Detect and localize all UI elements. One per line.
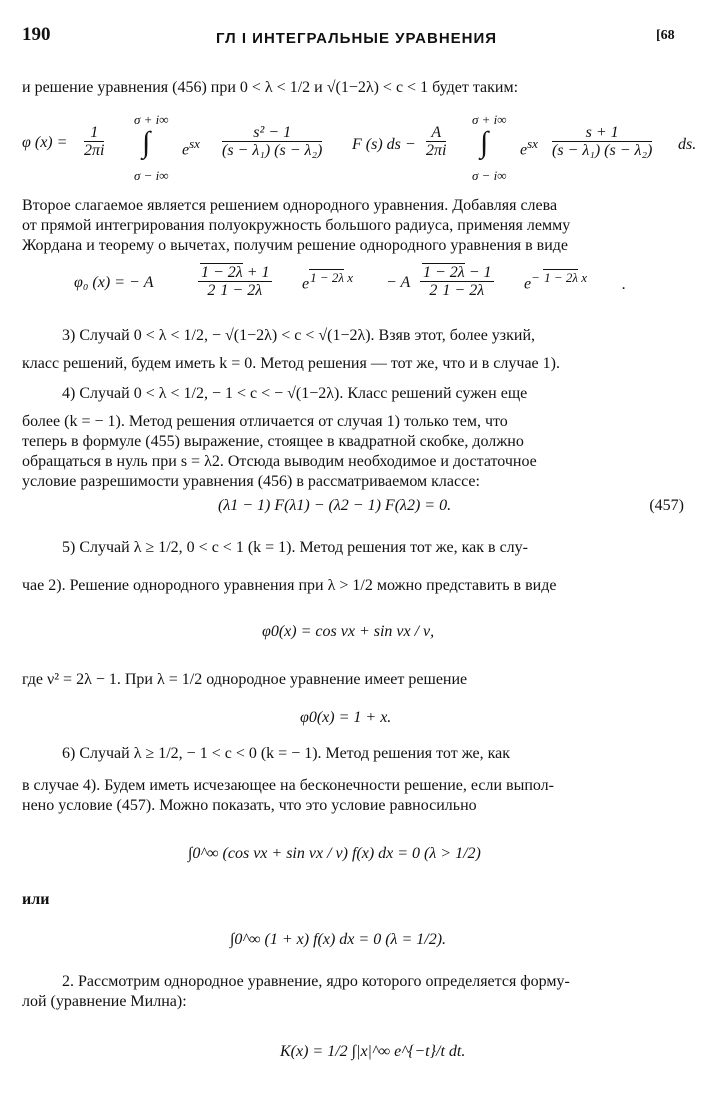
equation-phi0-first: φ₀ (x) = − A $\frac{1 - 2\lambda + 1}{2 1 - 2\lambda}$ $e^{1 - 2\lambda x}$ − A $\frac{1 - 2\lambda - 1}{2 1 - 2\lambda}$ $e^{- 1 - 2\lambda x}$ .	[74, 264, 626, 299]
equation-number: (457)	[649, 497, 684, 514]
paragraph-line: более (k = − 1). Метод решения отличается от случая 1) только тем, что	[22, 413, 508, 430]
paragraph-line: где ν² = 2λ − 1. При λ = 1/2 однородное уравнение имеет решение	[22, 671, 468, 688]
paragraph-line: Второе слагаемое является решением однородного уравнения. Добавляя слева	[22, 197, 558, 214]
paragraph-line: обращаться в нуль при s = λ2. Отсюда выводим необходимое и достаточное	[22, 453, 537, 470]
paragraph-line: лой (уравнение Милна):	[22, 993, 187, 1010]
paragraph-line: 5) Случай λ ≥ 1/2, 0 < c < 1 (k = 1). Метод решения тот же, как в слу-	[62, 539, 528, 556]
paragraph-line: 2. Рассмотрим однородное уравнение, ядро которого определяется форму-	[62, 973, 570, 990]
running-title: ГЛ I ИНТЕГРАЛЬНЫЕ УРАВНЕНИЯ	[216, 30, 498, 47]
paragraph-line: 4) Случай 0 < λ < 1/2, − 1 < c < − √(1−2λ). Класс решений сужен еще	[62, 385, 528, 402]
paragraph-line: в случае 4). Будем иметь исчезающее на бесконечности решение, если выпол-	[22, 777, 554, 794]
page-number: 190	[22, 24, 51, 45]
equation-condition-2: ∫0^∞ (1 + x) f(x) dx = 0 (λ = 1/2).	[230, 931, 447, 948]
paragraph-line: от прямой интегрирования полуокружность большого радиуса, применяя лемму	[22, 217, 571, 234]
equation-phi0-linear: φ0(x) = 1 + x.	[300, 709, 392, 726]
equation-phi0-cos: φ0(x) = cos νx + sin νx / ν,	[262, 623, 435, 640]
paragraph-line: условие разрешимости уравнения (456) в рассматриваемом классе:	[22, 473, 480, 490]
equation-condition-1: ∫0^∞ (cos νx + sin νx / ν) f(x) dx = 0 (λ > 1/2)	[188, 845, 481, 862]
connective-or: или	[22, 891, 50, 908]
paragraph-line: нено условие (457). Можно показать, что это условие равносильно	[22, 797, 477, 814]
paragraph-line: теперь в формуле (455) выражение, стоящее в квадратной скобке, должно	[22, 433, 524, 450]
equation-phi: φ (x) = $\frac{1}{2\pi i}$ σ + i∞ ∫ σ − i∞ $e^{sx}$ $\frac{\text{s² − 1}}{\text{(s − λ₁) (s − λ₂)}}$ F (s) ds − $\frac{A}{2\pi i}$ σ + i∞ ∫ σ − i∞ $e^{sx}$ $\frac{s + 1}{\text{(s − λ₁) (s − λ₂)}}$ ds.	[22, 112, 697, 183]
paragraph-line: класс решений, будем иметь k = 0. Метод решения — тот же, что и в случае 1).	[22, 355, 560, 372]
section-number: [68	[656, 28, 675, 43]
equation-457: (λ1 − 1) F(λ1) − (λ2 − 1) F(λ2) = 0.	[218, 497, 452, 514]
paragraph-line: Жордана и теорему о вычетах, получим решение однородного уравнения в виде	[22, 237, 569, 254]
equation-milne-kernel: K(x) = 1/2 ∫|x|^∞ e^{−t}/t dt.	[280, 1043, 466, 1060]
paragraph-line: 6) Случай λ ≥ 1/2, − 1 < c < 0 (k = − 1). Метод решения тот же, как	[62, 745, 511, 762]
paragraph-line: 3) Случай 0 < λ < 1/2, − √(1−2λ) < c < √(1−2λ). Взяв этот, более узкий,	[62, 327, 536, 344]
paragraph-line: чае 2). Решение однородного уравнения при λ > 1/2 можно представить в виде	[22, 577, 557, 594]
paragraph-line: и решение уравнения (456) при 0 < λ < 1/2 и √(1−2λ) < c < 1 будет таким:	[22, 79, 519, 96]
